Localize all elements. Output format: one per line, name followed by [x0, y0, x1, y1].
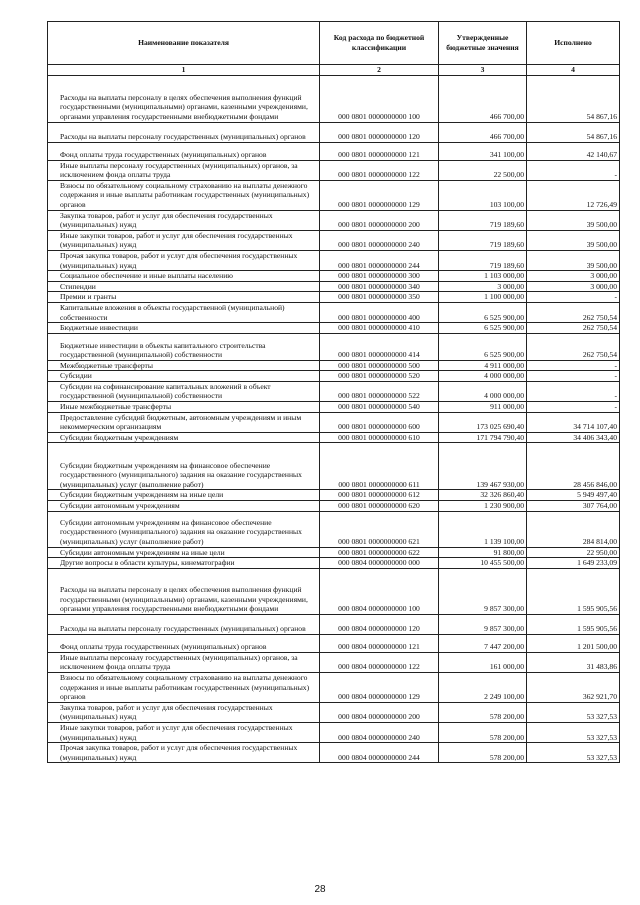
row-executed: 54 867,16	[527, 122, 620, 142]
row-name: Другие вопросы в области культуры, кинематографии	[48, 558, 320, 569]
row-executed: -	[527, 371, 620, 382]
row-code: 000 0801 0000000000 622	[320, 547, 439, 558]
table-row	[48, 443, 620, 490]
header-approved: Утвержденные бюджетные значения	[439, 22, 527, 65]
row-name: Бюджетные инвестиции в объекты капитального строительства государственной (муниципальной) собственности	[48, 333, 320, 360]
table-row	[48, 122, 620, 142]
row-approved: 161 000,00	[439, 652, 527, 672]
row-executed: 262 750,54	[527, 323, 620, 334]
row-name: Субсидии автономным учреждениям	[48, 501, 320, 512]
column-number: 3	[439, 65, 527, 76]
row-executed: 34 406 343,40	[527, 432, 620, 443]
row-executed: 22 950,00	[527, 547, 620, 558]
row-name: Субсидии	[48, 371, 320, 382]
row-code: 000 0801 0000000000 540	[320, 402, 439, 413]
row-code: 000 0804 0000000000 129	[320, 673, 439, 703]
row-executed: 362 921,70	[527, 673, 620, 703]
row-code: 000 0804 0000000000 120	[320, 614, 439, 634]
row-name: Субсидии автономным учреждениям на иные цели	[48, 547, 320, 558]
row-approved: 911 000,00	[439, 402, 527, 413]
header-code: Код расхода по бюджетной классификации	[320, 22, 439, 65]
table-row	[48, 271, 620, 282]
table-row	[48, 381, 620, 401]
row-name: Закупка товаров, работ и услуг для обеспечения государственных (муниципальных) нужд	[48, 702, 320, 722]
row-code: 000 0801 0000000000 300	[320, 271, 439, 282]
row-approved: 9 857 300,00	[439, 614, 527, 634]
row-code: 000 0804 0000000000 121	[320, 634, 439, 652]
row-name: Иные выплаты персоналу государственных (муниципальных) органов, за исключением фонда оплаты труда	[48, 652, 320, 672]
row-approved: 2 249 100,00	[439, 673, 527, 703]
row-name: Фонд оплаты труда государственных (муниципальных) органов	[48, 142, 320, 160]
table-row	[48, 722, 620, 742]
row-approved: 1 100 000,00	[439, 292, 527, 303]
row-executed: 53 327,53	[527, 702, 620, 722]
row-executed: 28 456 846,00	[527, 443, 620, 490]
row-name: Субсидии на софинансирование капитальных вложений в объект государственной (муниципальной) собственности	[48, 381, 320, 401]
table-row	[48, 230, 620, 250]
row-name: Расходы на выплаты персоналу в целях обеспечения выполнения функций государственными (муниципальными) органами, казенными учреждениями, органами управления государственными внебюджетными фондами	[48, 75, 320, 122]
row-approved: 1 230 900,00	[439, 501, 527, 512]
row-name: Субсидии бюджетным учреждениям на финансовое обеспечение государственного (муниципального) задания на оказание государственных (муниципальных) услуг (выполнение работ)	[48, 443, 320, 490]
row-name: Иные межбюджетные трансферты	[48, 402, 320, 413]
row-name: Закупка товаров, работ и услуг для обеспечения государственных (муниципальных) нужд	[48, 210, 320, 230]
row-approved: 173 025 690,40	[439, 412, 527, 432]
row-code: 000 0801 0000000000 122	[320, 160, 439, 180]
row-approved: 6 525 900,00	[439, 302, 527, 322]
table-row	[48, 652, 620, 672]
row-code: 000 0801 0000000000 121	[320, 142, 439, 160]
column-number: 4	[527, 65, 620, 76]
row-executed: -	[527, 160, 620, 180]
row-name: Социальное обеспечение и иные выплаты населению	[48, 271, 320, 282]
table-row	[48, 702, 620, 722]
row-approved: 466 700,00	[439, 122, 527, 142]
row-name: Взносы по обязательному социальному страхованию на выплаты денежного содержания и иные выплаты работникам государственных (муниципальных) органов	[48, 673, 320, 703]
row-executed: -	[527, 402, 620, 413]
row-executed: 1 595 905,56	[527, 614, 620, 634]
row-approved: 139 467 930,00	[439, 443, 527, 490]
row-approved: 1 103 000,00	[439, 271, 527, 282]
row-approved: 171 794 790,40	[439, 432, 527, 443]
row-approved: 1 139 100,00	[439, 511, 527, 547]
table-row	[48, 360, 620, 371]
row-approved: 719 189,60	[439, 210, 527, 230]
row-executed: 262 750,54	[527, 333, 620, 360]
row-name: Капитальные вложения в объекты государственной (муниципальной) собственности	[48, 302, 320, 322]
row-approved: 103 100,00	[439, 180, 527, 210]
row-executed: 31 483,86	[527, 652, 620, 672]
table-row	[48, 673, 620, 703]
row-executed: 3 000,00	[527, 281, 620, 292]
row-approved: 22 500,00	[439, 160, 527, 180]
row-approved: 719 189,60	[439, 230, 527, 250]
row-code: 000 0801 0000000000 340	[320, 281, 439, 292]
table-row	[48, 292, 620, 303]
header-executed: Исполнено	[527, 22, 620, 65]
row-code: 000 0801 0000000000 120	[320, 122, 439, 142]
row-name: Бюджетные инвестиции	[48, 323, 320, 334]
row-approved: 6 525 900,00	[439, 333, 527, 360]
row-approved: 4 000 000,00	[439, 371, 527, 382]
row-code: 000 0801 0000000000 600	[320, 412, 439, 432]
table-row	[48, 614, 620, 634]
row-name: Расходы на выплаты персоналу государственных (муниципальных) органов	[48, 614, 320, 634]
table-row	[48, 210, 620, 230]
table-body	[48, 75, 620, 763]
table-row	[48, 142, 620, 160]
row-approved: 7 447 200,00	[439, 634, 527, 652]
column-number-row	[48, 65, 620, 76]
row-code: 000 0804 0000000000 122	[320, 652, 439, 672]
row-code: 000 0801 0000000000 410	[320, 323, 439, 334]
table-row	[48, 323, 620, 334]
row-name: Иные выплаты персоналу государственных (муниципальных) органов, за исключением фонда оплаты труда	[48, 160, 320, 180]
table-row	[48, 501, 620, 512]
table-row	[48, 568, 620, 614]
row-name: Предоставление субсидий бюджетным, автономным учреждениям и иным некоммерческим организациям	[48, 412, 320, 432]
table-row	[48, 432, 620, 443]
row-approved: 32 326 860,40	[439, 490, 527, 501]
row-executed: 42 140,67	[527, 142, 620, 160]
header-name: Наименование показателя	[48, 22, 320, 65]
row-name: Стипендии	[48, 281, 320, 292]
row-code: 000 0801 0000000000 520	[320, 371, 439, 382]
row-code: 000 0801 0000000000 500	[320, 360, 439, 371]
table-row	[48, 490, 620, 501]
row-code: 000 0804 0000000000 244	[320, 743, 439, 763]
table-row	[48, 634, 620, 652]
row-code: 000 0801 0000000000 129	[320, 180, 439, 210]
row-executed: 3 000,00	[527, 271, 620, 282]
row-executed: 12 726,49	[527, 180, 620, 210]
table-row	[48, 180, 620, 210]
row-name: Субсидии автономным учреждениям на финансовое обеспечение государственного (муниципального) задания на оказание государственных (муниципальных) услуг (выполнение работ)	[48, 511, 320, 547]
row-executed: 34 714 107,40	[527, 412, 620, 432]
row-name: Расходы на выплаты персоналу в целях обеспечения выполнения функций государственными (муниципальными) органами, казенными учреждениями, органами управления государственными внебюджетными фондами	[48, 568, 320, 614]
row-approved: 578 200,00	[439, 743, 527, 763]
table-row	[48, 412, 620, 432]
table-row	[48, 302, 620, 322]
row-name: Прочая закупка товаров, работ и услуг для обеспечения государственных (муниципальных) нужд	[48, 250, 320, 270]
row-code: 000 0801 0000000000 240	[320, 230, 439, 250]
table-row	[48, 511, 620, 547]
row-executed: 39 500,00	[527, 230, 620, 250]
row-code: 000 0801 0000000000 244	[320, 250, 439, 270]
row-approved: 466 700,00	[439, 75, 527, 122]
column-number: 2	[320, 65, 439, 76]
row-code: 000 0804 0000000000 100	[320, 568, 439, 614]
row-executed: 39 500,00	[527, 210, 620, 230]
row-name: Субсидии бюджетным учреждениям на иные цели	[48, 490, 320, 501]
row-executed: -	[527, 381, 620, 401]
table-header-row	[48, 22, 620, 65]
row-executed: 284 814,00	[527, 511, 620, 547]
row-approved: 3 000,00	[439, 281, 527, 292]
row-executed: 262 750,54	[527, 302, 620, 322]
row-executed: 39 500,00	[527, 250, 620, 270]
row-approved: 341 100,00	[439, 142, 527, 160]
row-approved: 91 800,00	[439, 547, 527, 558]
row-code: 000 0804 0000000000 240	[320, 722, 439, 742]
page-number: 28	[314, 884, 326, 895]
row-name: Премии и гранты	[48, 292, 320, 303]
row-executed: 54 867,16	[527, 75, 620, 122]
table-row	[48, 75, 620, 122]
table-row	[48, 743, 620, 763]
row-executed: 1 201 500,00	[527, 634, 620, 652]
table-row	[48, 250, 620, 270]
column-number: 1	[48, 65, 320, 76]
table-row	[48, 558, 620, 569]
row-code: 000 0801 0000000000 100	[320, 75, 439, 122]
row-name: Расходы на выплаты персоналу государственных (муниципальных) органов	[48, 122, 320, 142]
row-approved: 4 911 000,00	[439, 360, 527, 371]
budget-table	[47, 21, 620, 763]
table-row	[48, 160, 620, 180]
row-name: Взносы по обязательному социальному страхованию на выплаты денежного содержания и иные выплаты работникам государственных (муниципальных) органов	[48, 180, 320, 210]
row-code: 000 0804 0000000000 000	[320, 558, 439, 569]
row-name: Прочая закупка товаров, работ и услуг для обеспечения государственных (муниципальных) нужд	[48, 743, 320, 763]
row-code: 000 0801 0000000000 611	[320, 443, 439, 490]
row-code: 000 0801 0000000000 610	[320, 432, 439, 443]
row-name: Субсидии бюджетным учреждениям	[48, 432, 320, 443]
row-approved: 9 857 300,00	[439, 568, 527, 614]
row-code: 000 0801 0000000000 350	[320, 292, 439, 303]
row-name: Фонд оплаты труда государственных (муниципальных) органов	[48, 634, 320, 652]
row-name: Иные закупки товаров, работ и услуг для обеспечения государственных (муниципальных) нужд	[48, 230, 320, 250]
row-name: Иные закупки товаров, работ и услуг для обеспечения государственных (муниципальных) нужд	[48, 722, 320, 742]
table-row	[48, 371, 620, 382]
row-name: Межбюджетные трансферты	[48, 360, 320, 371]
row-approved: 719 189,60	[439, 250, 527, 270]
row-code: 000 0801 0000000000 612	[320, 490, 439, 501]
table-row	[48, 402, 620, 413]
row-approved: 578 200,00	[439, 702, 527, 722]
row-code: 000 0801 0000000000 522	[320, 381, 439, 401]
row-executed: 1 649 233,09	[527, 558, 620, 569]
row-approved: 4 000 000,00	[439, 381, 527, 401]
row-approved: 6 525 900,00	[439, 323, 527, 334]
row-code: 000 0801 0000000000 414	[320, 333, 439, 360]
row-executed: -	[527, 360, 620, 371]
row-executed: -	[527, 292, 620, 303]
row-executed: 53 327,53	[527, 722, 620, 742]
row-executed: 307 764,00	[527, 501, 620, 512]
table-row	[48, 281, 620, 292]
row-code: 000 0804 0000000000 200	[320, 702, 439, 722]
table-row	[48, 547, 620, 558]
row-code: 000 0801 0000000000 620	[320, 501, 439, 512]
row-approved: 578 200,00	[439, 722, 527, 742]
row-executed: 1 595 905,56	[527, 568, 620, 614]
row-code: 000 0801 0000000000 621	[320, 511, 439, 547]
row-executed: 53 327,53	[527, 743, 620, 763]
table-row	[48, 333, 620, 360]
row-executed: 5 949 497,40	[527, 490, 620, 501]
row-code: 000 0801 0000000000 200	[320, 210, 439, 230]
row-approved: 10 455 500,00	[439, 558, 527, 569]
row-code: 000 0801 0000000000 400	[320, 302, 439, 322]
